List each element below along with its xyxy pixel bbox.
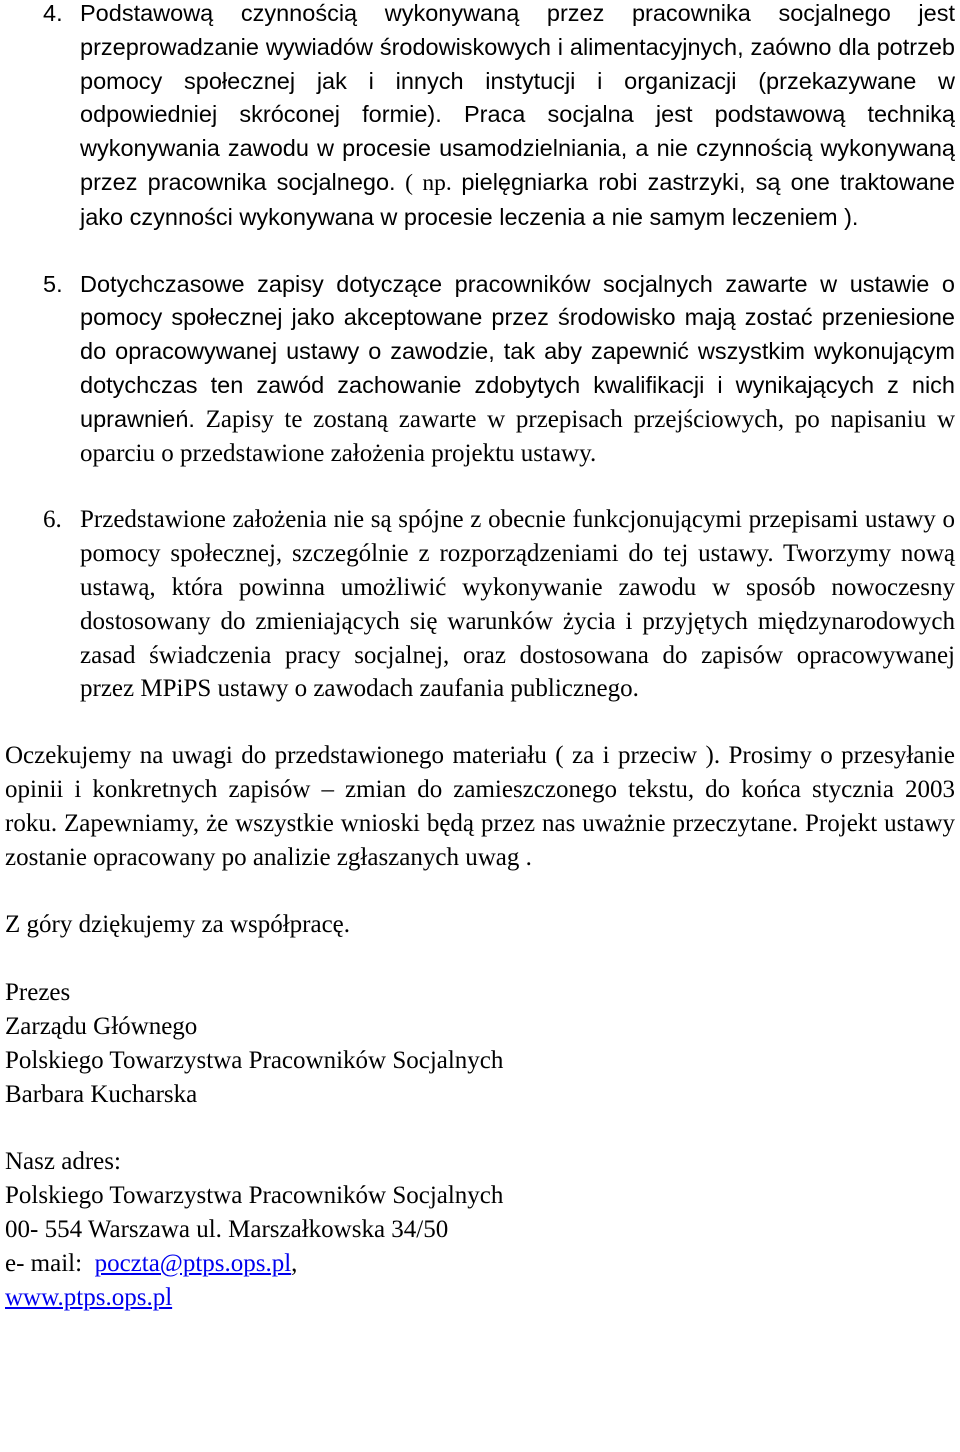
signature-block — [0, 976, 960, 1111]
list-item-text-serif: Zapisy te zostaną zawarte w przepisach przejściowych, po napisaniu w oparciu o przedstawione założenia projektu ustawy. — [80, 405, 955, 467]
website-line — [5, 1281, 955, 1315]
email-label: e- mail: — [5, 1249, 89, 1277]
signature-organization: Polskiego Towarzystwa Pracowników Socjalnych — [5, 1046, 504, 1074]
closing-note: Oczekujemy na uwagi do przedstawionego materiału ( za i przeciw ). Prosimy o przesyłanie opinii i konkretnych zapisów – zmian do zamieszczonego tekstu, do końca stycznia 2003 roku. Zapewniamy, że wszystkie wnioski będą przez nas uważnie przeczytane. Projekt ustawy zostanie opracowany po analizie zgłaszanych uwag . — [5, 742, 955, 871]
signature-name: Barbara Kucharska — [5, 1080, 198, 1108]
list-item-text-serif: ( np. — [395, 169, 462, 196]
signature-body: Zarządu Głównego — [5, 1012, 198, 1040]
list-number: 6. — [43, 506, 62, 534]
email-line — [5, 1247, 955, 1281]
list-item-4 — [0, 0, 960, 235]
list-item-text: Podstawową czynnością wykonywaną przez pracownika socjalnego jest przeprowadzanie wywiadów środowiskowych i alimentacyjnych, zaówno dla potrzeb pomocy społecznej jak i innych instytucji i organizacji (przekazywane w odpowiedniej skróconej formie). Praca socjalna jest podstawową techniką wykonywania zawodu w procesie usamodzielniania, a nie czynnością wykonywaną przez pracownika socjalnego. — [80, 0, 955, 195]
list-number: 5. — [43, 270, 63, 297]
list-item-text-tail: pielęgniarka robi zastrzyki, są one traktowane jako czynności wykonywana w procesie leczenia a nie samym leczeniem ). — [80, 168, 956, 230]
email-suffix: , — [291, 1249, 298, 1277]
email-link[interactable]: poczta@ptps.ops.pl — [94, 1249, 292, 1277]
list-item-text: Dotychczasowe zapisy dotyczące pracowników socjalnych zawarte w ustawie o pomocy społecznej jako akceptowane przez środowisko mają zostać przeniesione do opracowywanej ustawy o zawodzie, tak aby zapewnić wszystkim wykonującym dotychczas ten zawód zachowanie zdobytych kwalifikacji i wynikających z nich uprawnień. — [80, 270, 955, 432]
signature-role: Prezes — [5, 979, 71, 1007]
list-item-text: Przedstawione założenia nie są spójne z obecnie funkcjonującymi przepisami ustawy o pomocy społecznej, szczególnie z rozporządzeniami do tej ustawy. Tworzymy nową ustawą, która powinna umożliwić wykonywanie zawodu w sposób nowoczesny dostosowany do zmieniających się warunków życia i przyjętych międzynarodowych zasad świadczenia pracy socjalnej, oraz dostosowana do zapisów opracowywanej przez MPiPS ustawy o zawodach zaufania publicznego. — [80, 506, 955, 703]
address-block — [0, 1145, 960, 1314]
address-heading: Nasz adres: — [5, 1148, 121, 1176]
address-organization: Polskiego Towarzystwa Pracowników Socjalnych — [5, 1182, 504, 1210]
list-item-5 — [0, 268, 960, 471]
list-number: 4. — [43, 0, 63, 26]
list-item-6 — [0, 503, 960, 706]
thanks-line: Z góry dziękujemy za współpracę. — [5, 911, 351, 939]
address-street: 00- 554 Warszawa ul. Marszałkowska 34/50 — [5, 1215, 449, 1243]
website-link[interactable]: www.ptps.ops.pl — [5, 1283, 173, 1311]
